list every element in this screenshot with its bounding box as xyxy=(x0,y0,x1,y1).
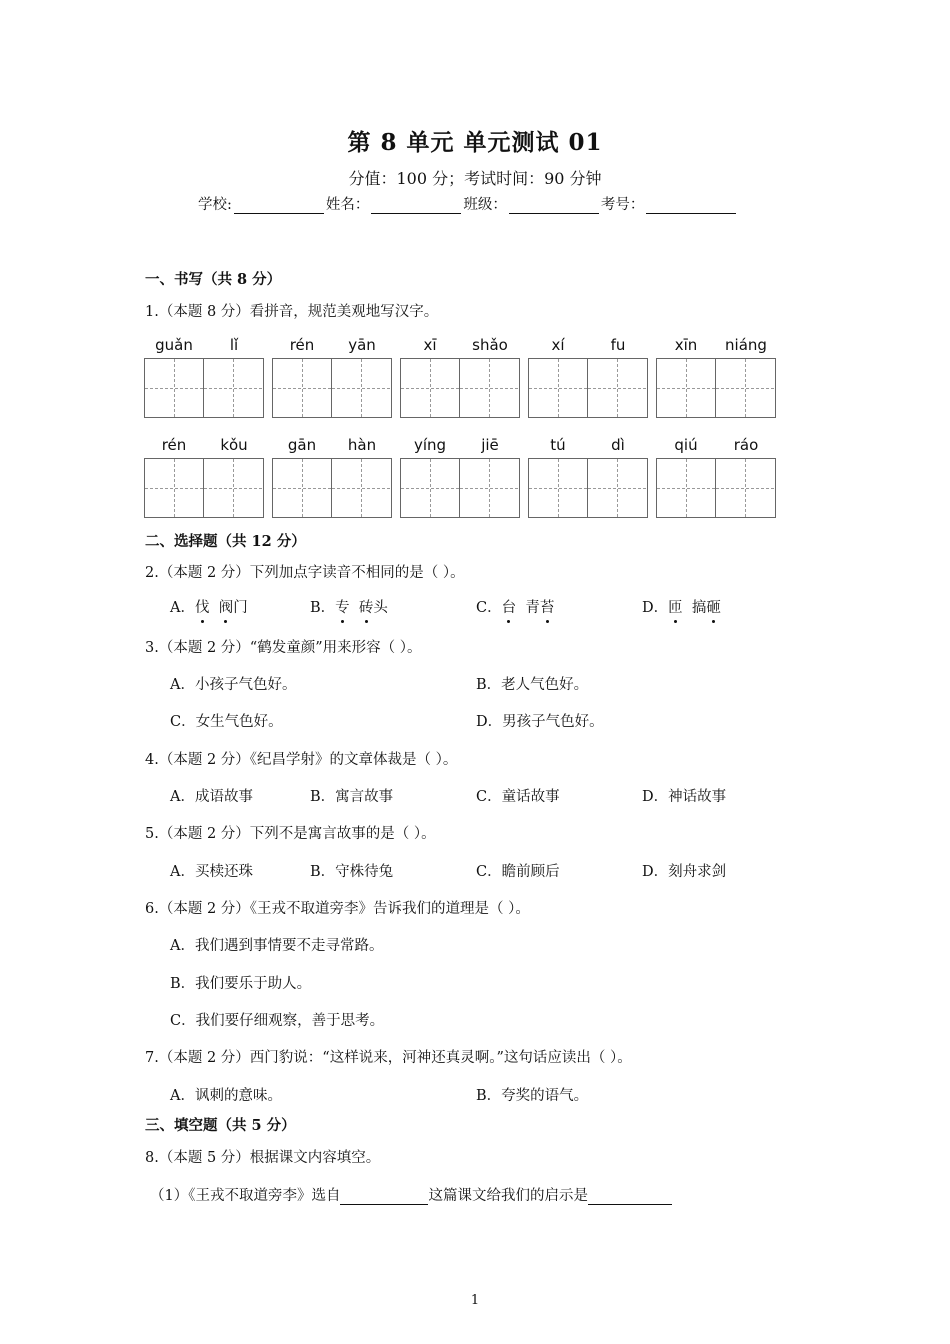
option-5a[interactable]: A．买椟还珠 xyxy=(170,864,253,880)
option-4b[interactable]: B．寓言故事 xyxy=(310,789,394,805)
writing-grid[interactable] xyxy=(400,458,520,518)
option-2b[interactable] xyxy=(310,596,388,617)
pinyin: kǒu xyxy=(220,436,248,454)
pinyin: lǐ xyxy=(229,336,239,354)
name-label: 姓名： xyxy=(325,197,370,213)
grid-cell[interactable] xyxy=(529,359,587,417)
option-label: D． xyxy=(642,600,669,616)
pinyin-group xyxy=(400,336,520,418)
pinyin: hàn xyxy=(347,436,377,454)
writing-grid[interactable] xyxy=(528,358,648,418)
section-1-heading: 一、书写（共 8 分） xyxy=(145,271,282,288)
char: 头 xyxy=(373,600,388,616)
pinyin: xīn xyxy=(674,336,698,354)
grid-cell[interactable] xyxy=(273,359,331,417)
question-1: 1.（本题 8 分）看拼音，规范美观地写汉字。 xyxy=(145,304,439,320)
option-3d[interactable]: D．男孩子气色好。 xyxy=(476,714,604,730)
option-5c[interactable]: C．瞻前顾后 xyxy=(476,864,560,880)
question-5: 5.（本题 2 分）下列不是寓言故事的是（ ）。 xyxy=(145,826,436,842)
section-3-heading: 三、填空题（共 5 分） xyxy=(145,1117,296,1134)
option-label: B． xyxy=(310,600,336,616)
pinyin: gān xyxy=(287,436,317,454)
exam-subtitle: 分值：100 分；考试时间：90 分钟 xyxy=(348,169,602,188)
option-6c[interactable]: C．我们要仔细观察，善于思考。 xyxy=(170,1013,385,1029)
grid-cell[interactable] xyxy=(657,459,715,517)
pinyin: dì xyxy=(611,436,625,454)
question-4: 4.（本题 2 分）《纪昌学射》的文章体裁是（ ）。 xyxy=(145,752,458,768)
question-8-1 xyxy=(150,1184,672,1205)
pinyin-group xyxy=(528,336,648,418)
option-2a[interactable] xyxy=(170,596,248,617)
option-4c[interactable]: C．童话故事 xyxy=(476,789,560,805)
grid-cell[interactable] xyxy=(587,459,645,517)
grid-cell[interactable] xyxy=(273,459,331,517)
pinyin-group xyxy=(272,436,392,518)
option-3b[interactable]: B．老人气色好。 xyxy=(476,677,589,693)
school-blank[interactable] xyxy=(234,199,324,214)
answer-blank[interactable] xyxy=(340,1190,428,1205)
pinyin-group xyxy=(272,336,392,418)
pinyin: qiú xyxy=(674,436,698,454)
dotted-char: 伐 xyxy=(195,596,210,617)
option-3c[interactable]: C．女生气色好。 xyxy=(170,714,283,730)
pinyin: yān xyxy=(348,336,376,354)
writing-grid[interactable] xyxy=(144,358,264,418)
question-3: 3.（本题 2 分）“鹤发童颜”用来形容（ ）。 xyxy=(145,640,422,656)
grid-cell[interactable] xyxy=(459,359,517,417)
option-7b[interactable]: B．夸奖的语气。 xyxy=(476,1088,589,1104)
pinyin-group xyxy=(400,436,520,518)
pinyin-group xyxy=(656,336,776,418)
pinyin-group xyxy=(528,436,648,518)
option-5b[interactable]: B．守株待兔 xyxy=(310,864,394,880)
number-label: 考号： xyxy=(600,197,645,213)
pinyin: guǎn xyxy=(155,336,193,354)
writing-grid[interactable] xyxy=(656,458,776,518)
pinyin: xī xyxy=(423,336,437,354)
number-blank[interactable] xyxy=(646,199,736,214)
question-6: 6.（本题 2 分）《王戎不取道旁李》告诉我们的道理是（ ）。 xyxy=(145,901,530,917)
option-2c[interactable] xyxy=(476,596,554,617)
writing-grid[interactable] xyxy=(144,458,264,518)
writing-grid[interactable] xyxy=(272,458,392,518)
pinyin: shǎo xyxy=(472,336,508,354)
grid-cell[interactable] xyxy=(331,359,389,417)
grid-cell[interactable] xyxy=(145,459,203,517)
option-6b[interactable]: B．我们要乐于助人。 xyxy=(170,976,312,992)
question-8-1-text: （1）《王戎不取道旁李》选自 xyxy=(150,1188,341,1204)
writing-grid[interactable] xyxy=(656,358,776,418)
option-4d[interactable]: D．神话故事 xyxy=(642,789,727,805)
option-5d[interactable]: D．刻舟求剑 xyxy=(642,864,727,880)
question-8: 8.（本题 5 分）根据课文内容填空。 xyxy=(145,1150,381,1166)
answer-blank[interactable] xyxy=(588,1190,672,1205)
grid-cell[interactable] xyxy=(203,459,261,517)
pinyin-group xyxy=(656,436,776,518)
dotted-char: 专 xyxy=(335,596,350,617)
section-2-heading: 二、选择题（共 12 分） xyxy=(145,533,306,550)
option-2d[interactable] xyxy=(642,596,721,617)
option-label: C． xyxy=(476,600,502,616)
writing-grid[interactable] xyxy=(528,458,648,518)
pinyin: jiē xyxy=(481,436,499,454)
pinyin: tú xyxy=(550,436,566,454)
option-6a[interactable]: A．我们遇到事情要不走寻常路。 xyxy=(170,938,384,954)
grid-cell[interactable] xyxy=(459,459,517,517)
page-title: 第 8 单元 单元测试 01 xyxy=(347,129,603,156)
option-4a[interactable]: A．成语故事 xyxy=(170,789,253,805)
question-7: 7.（本题 2 分）西门豹说：“这样说来，河神还真灵啊。”这句话应读出（ ）。 xyxy=(145,1050,632,1066)
name-blank[interactable] xyxy=(371,199,461,214)
pinyin-group xyxy=(144,336,264,418)
pinyin: ráo xyxy=(733,436,759,454)
option-7a[interactable]: A．讽刺的意味。 xyxy=(170,1088,282,1104)
pinyin: rén xyxy=(161,436,187,454)
char: 青 xyxy=(525,600,540,616)
grid-cell[interactable] xyxy=(145,359,203,417)
pinyin-group xyxy=(144,436,264,518)
student-info xyxy=(198,193,738,214)
option-label: A． xyxy=(170,600,195,616)
grid-cell[interactable] xyxy=(657,359,715,417)
page-number: 1 xyxy=(470,1293,480,1308)
pinyin: fu xyxy=(610,336,626,354)
grid-cell[interactable] xyxy=(587,359,645,417)
pinyin: rén xyxy=(289,336,315,354)
char: 门 xyxy=(233,600,248,616)
question-2: 2.（本题 2 分）下列加点字读音不相同的是（ ）。 xyxy=(145,565,465,581)
grid-cell[interactable] xyxy=(331,459,389,517)
writing-grid[interactable] xyxy=(272,358,392,418)
grid-cell[interactable] xyxy=(715,359,773,417)
writing-grid[interactable] xyxy=(400,358,520,418)
char: 搞 xyxy=(691,600,707,616)
question-8-1-text-2: 这篇课文给我们的启示是 xyxy=(428,1188,588,1204)
pinyin: niáng xyxy=(725,336,767,354)
pinyin: xí xyxy=(551,336,565,354)
grid-cell[interactable] xyxy=(401,459,459,517)
option-3a[interactable]: A．小孩子气色好。 xyxy=(170,677,297,693)
dotted-char: 苔 xyxy=(540,596,555,617)
class-blank[interactable] xyxy=(509,199,599,214)
dotted-char: 台 xyxy=(502,596,517,617)
dotted-char: 阀 xyxy=(219,596,234,617)
dotted-char: 砖 xyxy=(359,596,374,617)
pinyin: yíng xyxy=(413,436,447,454)
grid-cell[interactable] xyxy=(715,459,773,517)
dotted-char: 匝 xyxy=(668,596,683,617)
dotted-char: 砸 xyxy=(706,596,721,617)
class-label: 班级： xyxy=(463,197,507,213)
grid-cell[interactable] xyxy=(203,359,261,417)
grid-cell[interactable] xyxy=(529,459,587,517)
grid-cell[interactable] xyxy=(401,359,459,417)
school-label: 学校: xyxy=(198,197,232,213)
